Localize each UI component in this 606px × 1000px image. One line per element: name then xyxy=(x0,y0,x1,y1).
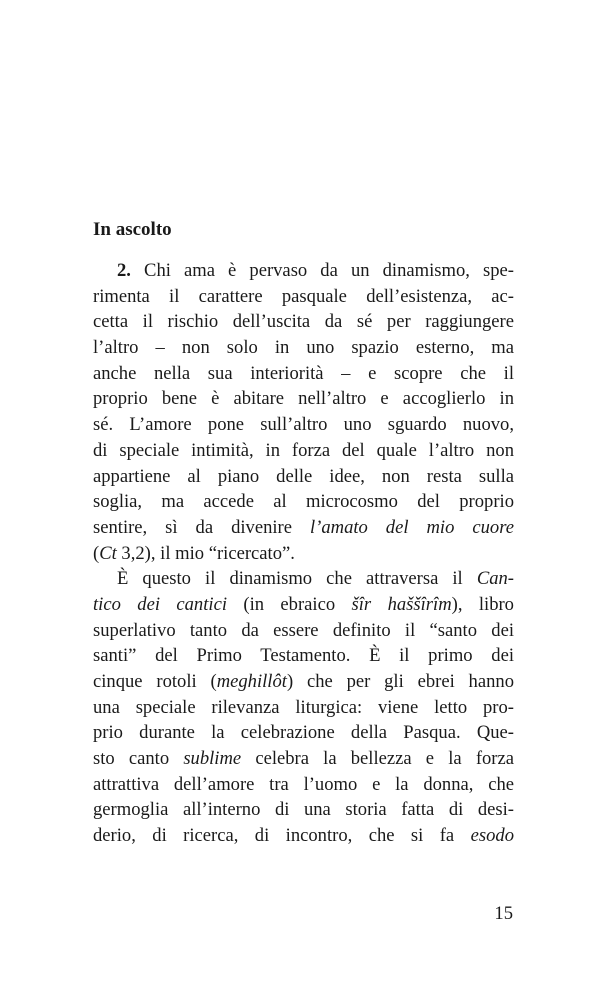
text-segment: derio, di ricerca, di incontro, che si fa xyxy=(93,825,471,847)
text-segment: di speciale intimità, in forza del quale l’altro non xyxy=(93,439,514,461)
text-line xyxy=(93,489,514,515)
text-line xyxy=(93,438,514,464)
text-line xyxy=(93,361,514,387)
text-line xyxy=(93,386,514,412)
italic-text: Ct xyxy=(99,542,117,564)
text-line xyxy=(93,618,514,644)
italic-text: Can- xyxy=(476,568,514,590)
text-segment: ), libro xyxy=(451,593,514,615)
italic-text: šîr haššîrîm xyxy=(351,593,452,615)
text-segment: sé. L’amore pone sull’altro uno sguardo nuovo, xyxy=(93,414,514,436)
text-segment: sto canto xyxy=(93,748,184,770)
italic-text: l’amato del mio cuore xyxy=(309,516,514,538)
text-segment: attrattiva dell’amore tra l’uomo e la donna, che xyxy=(93,773,514,795)
text-segment: prio durante la celebrazione della Pasqua. Que- xyxy=(93,722,514,744)
text-line xyxy=(93,797,514,823)
text-segment: rimenta il carattere pasquale dell’esistenza, ac- xyxy=(93,285,514,307)
text-line xyxy=(93,772,514,798)
text-line xyxy=(93,464,514,490)
text-segment: ) che per gli ebrei hanno xyxy=(286,671,514,692)
text-line xyxy=(93,412,514,438)
text-line xyxy=(93,541,514,567)
page-number: 15 xyxy=(494,903,513,924)
text-segment: santi” del Primo Testamento. È il primo dei xyxy=(93,645,514,667)
text-line xyxy=(93,309,514,335)
body-text xyxy=(93,258,514,849)
text-line xyxy=(93,720,514,746)
text-segment: appartiene al piano delle idee, non resta sulla xyxy=(93,465,514,487)
text-line xyxy=(93,592,514,618)
paragraph-number: 2. xyxy=(117,260,131,281)
text-line xyxy=(93,695,514,721)
text-segment: celebra la bellezza e la forza xyxy=(241,748,514,770)
text-segment: proprio bene è abitare nell’altro e accoglierlo in xyxy=(93,388,514,410)
text-segment: 3,2), il mio “ricercato”. xyxy=(116,542,295,564)
text-line xyxy=(93,643,514,669)
text-line xyxy=(93,823,514,849)
text-line xyxy=(93,335,514,361)
italic-text: sublime xyxy=(183,748,242,770)
text-segment: cinque rotoli ( xyxy=(93,671,217,692)
text-line xyxy=(93,669,514,695)
text-segment: germoglia all’interno di una storia fatta di desi- xyxy=(93,799,514,821)
text-segment: Chi ama è pervaso da un dinamismo, spe- xyxy=(130,260,514,281)
text-segment: ( xyxy=(93,542,100,564)
text-segment: È questo il dinamismo che attraversa il xyxy=(117,568,477,590)
text-segment: cetta il rischio dell’uscita da sé per raggiungere xyxy=(93,311,514,333)
text-line xyxy=(93,566,514,592)
text-segment: soglia, ma accede al microcosmo del proprio xyxy=(93,491,514,513)
text-line xyxy=(93,284,514,310)
text-segment: (in ebraico xyxy=(226,593,352,615)
italic-text: meghillôt xyxy=(216,671,287,692)
text-segment: sentire, sì da divenire xyxy=(93,516,310,538)
italic-text: tico dei cantici xyxy=(93,593,227,615)
section-heading: In ascolto xyxy=(93,219,172,240)
text-line xyxy=(93,515,514,541)
text-segment: anche nella sua interiorità – e scopre che il xyxy=(93,362,514,384)
text-line xyxy=(93,746,514,772)
text-segment: una speciale rilevanza liturgica: viene letto pro- xyxy=(93,696,514,718)
text-segment: superlativo tanto da essere definito il “santo dei xyxy=(93,619,514,641)
italic-text: esodo xyxy=(470,825,514,847)
text-line xyxy=(93,258,514,284)
text-segment: l’altro – non solo in uno spazio esterno, ma xyxy=(93,337,514,359)
